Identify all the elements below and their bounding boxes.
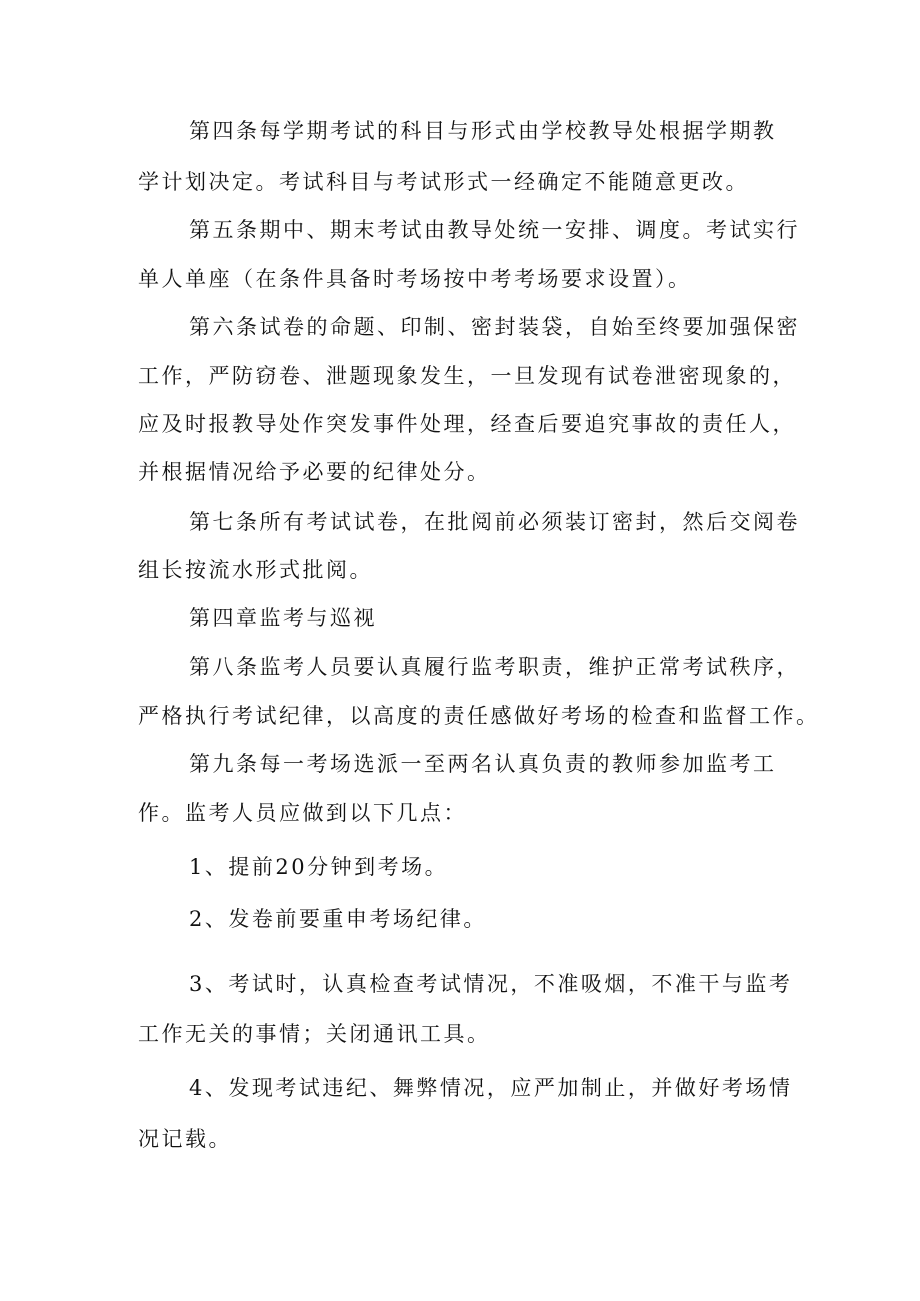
item-4-line-1: 4、发现考试违纪、舞弊情况，应严加制止，并做好考场情 (189, 1076, 793, 1100)
article-5-line-2: 单人单座（在条件具备时考场按中考考场要求设置）。 (138, 267, 692, 291)
article-6-line-4: 并根据情况给予必要的纪律处分。 (138, 460, 491, 484)
article-6-line-1: 第六条试卷的命题、印制、密封装袋，自始至终要加强保密 (189, 315, 800, 339)
article-6-line-3: 应及时报教导处作突发事件处理，经查后要追究事故的责任人， (138, 412, 796, 436)
article-6-line-2: 工作，严防窃卷、泄题现象发生，一旦发现有试卷泄密现象的， (138, 364, 796, 388)
item-3-line-2: 工作无关的事情；关闭通讯工具。 (138, 1022, 491, 1046)
article-4-line-1: 第四条每学期考试的科目与形式由学校教导处根据学期教 (189, 119, 777, 143)
article-8-line-2: 严格执行考试纪律，以高度的责任感做好考场的检查和监督工作。 (138, 704, 820, 728)
item-4-line-2: 况记载。 (138, 1127, 232, 1151)
article-4-line-2: 学计划决定。考试科目与考试形式一经确定不能随意更改。 (138, 170, 749, 194)
article-9-line-2: 作。监考人员应做到以下几点： (138, 801, 467, 825)
article-5-line-1: 第五条期中、期末考试由教导处统一安排、调度。考试实行 (189, 218, 800, 242)
chapter-4-heading: 第四章监考与巡视 (189, 606, 377, 630)
item-2-line-1: 2、发卷前要重申考场纪律。 (189, 907, 487, 931)
article-8-line-1: 第八条监考人员要认真履行监考职责，维护正常考试秩序， (189, 655, 800, 679)
item-1-line-1: 1、提前20分钟到考场。 (189, 855, 449, 879)
article-9-line-1: 第九条每一考场选派一至两名认真负责的教师参加监考工 (189, 752, 777, 776)
item-3-line-1: 3、考试时，认真检查考试情况，不准吸烟，不准干与监考 (189, 972, 793, 996)
article-7-line-2: 组长按流水形式批阅。 (138, 558, 373, 582)
article-7-line-1: 第七条所有考试试卷，在批阅前必须装订密封，然后交阅卷 (189, 510, 800, 534)
